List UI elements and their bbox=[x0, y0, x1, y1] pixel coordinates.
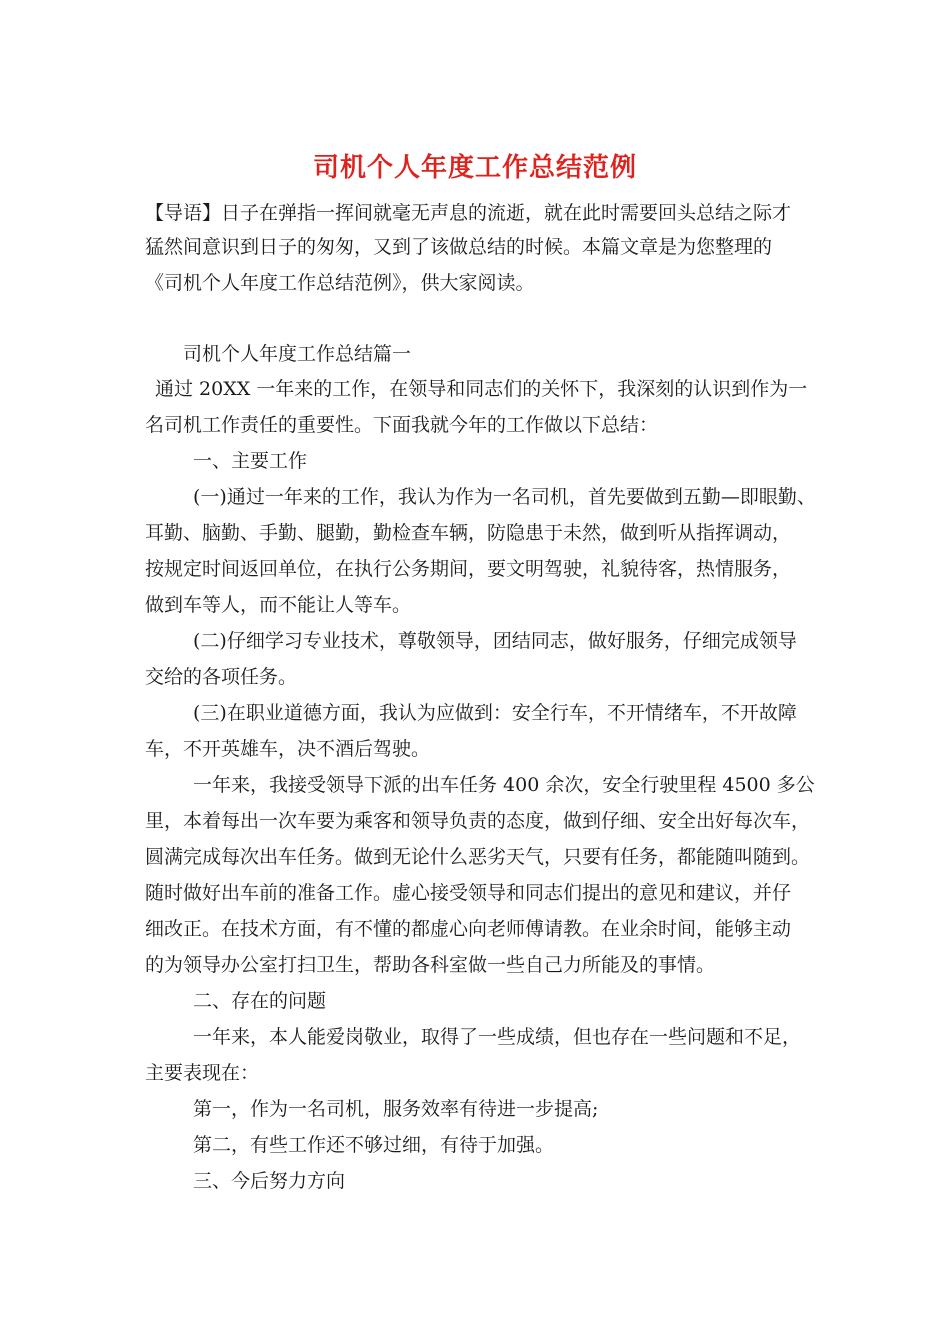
paragraph-line: 做到车等人，而不能让人等车。 bbox=[145, 594, 412, 616]
intro-line-3: 《司机个人年度工作总结范例》，供大家阅读。 bbox=[145, 272, 535, 294]
paragraph-line: 一年来，本人能爱岗敬业，取得了一些成绩，但也存在一些问题和不足， bbox=[193, 1026, 802, 1048]
document-title: 司机个人年度工作总结范例 bbox=[312, 153, 637, 183]
section-heading: 司机个人年度工作总结篇一 bbox=[183, 343, 412, 365]
paragraph-line: 的为领导办公室打扫卫生，帮助各科室做一些自己力所能及的事情。 bbox=[145, 954, 716, 976]
subheading-problems: 二、存在的问题 bbox=[193, 990, 327, 1012]
paragraph-line: 车，不开英雄车，决不酒后驾驶。 bbox=[145, 738, 431, 760]
paragraph-line: 随时做好出车前的准备工作。虚心接受领导和同志们提出的意见和建议，并仔 bbox=[145, 882, 792, 904]
paragraph-line: (一)通过一年来的工作，我认为作为一名司机，首先要做到五勤—即眼勤、 bbox=[193, 486, 816, 508]
subheading-future-direction: 三、今后努力方向 bbox=[193, 1170, 346, 1192]
paragraph-line: 交给的各项任务。 bbox=[145, 666, 298, 688]
intro-line-2: 猛然间意识到日子的匆匆，又到了该做总结的时候。本篇文章是为您整理的 bbox=[145, 236, 773, 258]
paragraph-line: 里，本着每出一次车要为乘客和领导负责的态度，做到仔细、安全出好每次车， bbox=[145, 810, 811, 832]
paragraph-line: 名司机工作责任的重要性。下面我就今年的工作做以下总结： bbox=[145, 414, 659, 436]
list-item: 第二，有些工作还不够过细，有待于加强。 bbox=[193, 1134, 555, 1156]
paragraph-line: 主要表现在： bbox=[145, 1062, 260, 1084]
list-item: 第一，作为一名司机，服务效率有待进一步提高; bbox=[193, 1098, 599, 1120]
paragraph-line: 按规定时间返回单位，在执行公务期间，要文明驾驶，礼貌待客，热情服务， bbox=[145, 558, 792, 580]
paragraph-line: 一年来，我接受领导下派的出车任务 400 余次，安全行驶里程 4500 多公 bbox=[193, 774, 815, 796]
paragraph-line: (三)在职业道德方面，我认为应做到：安全行车，不开情绪车，不开故障 bbox=[193, 702, 797, 724]
paragraph-line: 圆满完成每次出车任务。做到无论什么恶劣天气，只要有任务，都能随叫随到。 bbox=[145, 846, 811, 868]
intro-line-1: 【导语】日子在弹指一挥间就毫无声息的流逝，就在此时需要回头总结之际才 bbox=[145, 202, 792, 224]
paragraph-line: 耳勤、脑勤、手勤、腿勤，勤检查车辆，防隐患于未然，做到听从指挥调动， bbox=[145, 522, 792, 544]
subheading-main-work: 一、主要工作 bbox=[193, 450, 308, 472]
paragraph-line: 通过 20XX 一年来的工作，在领导和同志们的关怀下，我深刻的认识到作为一 bbox=[155, 378, 808, 400]
paragraph-line: 细改正。在技术方面，有不懂的都虚心向老师傅请教。在业余时间，能够主动 bbox=[145, 918, 792, 940]
paragraph-line: (二)仔细学习专业技术，尊敬领导，团结同志，做好服务，仔细完成领导 bbox=[193, 630, 797, 652]
